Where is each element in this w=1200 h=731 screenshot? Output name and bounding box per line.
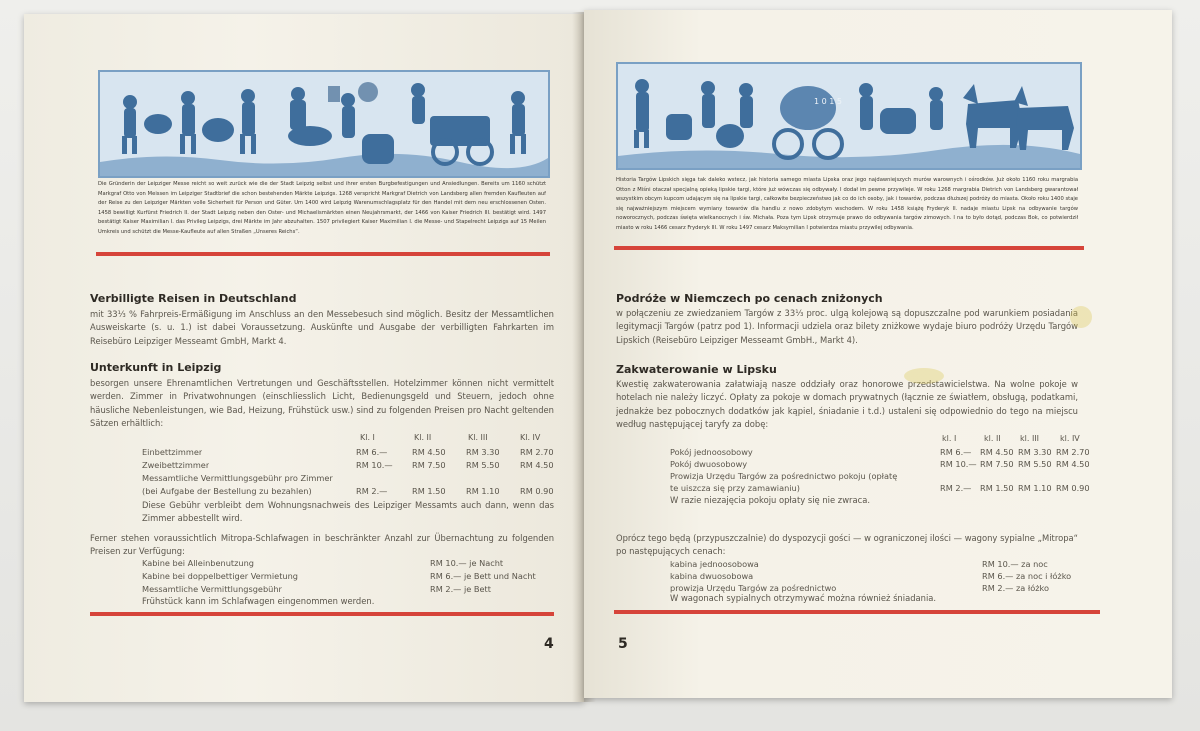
rate-label: Zweibettzimmer bbox=[142, 460, 210, 470]
heading-travel-pl: Podróże w Niemczech po cenach zniżonych bbox=[616, 292, 883, 305]
rate-row bbox=[670, 471, 1090, 481]
fee-note-pl: W razie niezajęcia pokoju opłaty się nie zwraca. bbox=[670, 495, 871, 505]
frieze-figures-left bbox=[100, 72, 548, 176]
rate-row bbox=[142, 447, 562, 457]
rate-label: (bei Aufgabe der Bestellung zu bezahlen) bbox=[142, 486, 312, 496]
class-header-1: kl. I bbox=[942, 434, 957, 443]
rate-price: RM 1.10 bbox=[466, 486, 500, 496]
rate-price: RM 2.— bbox=[356, 486, 388, 496]
left-page bbox=[24, 14, 584, 702]
red-rule-bottom-left bbox=[90, 612, 554, 616]
rate-label: Messamtliche Vermittlungsgebühr pro Zimmer bbox=[142, 473, 333, 483]
fee-note: Diese Gebühr verbleibt dem Wohnungsnachweis des Leipziger Messamts auch dann, wenn das Zimmer abbestellt wird. bbox=[142, 500, 554, 524]
page-number-right: 5 bbox=[618, 636, 628, 652]
history-caption-left: Die Gründerin der Leipziger Messe reicht so weit zurück wie die der Stadt Leipzig selbst und ihrer ersten Burgbefestigungen und Ansiedlungen. Bereits um 1160 schützt Markgraf Otto von Meissen im Leipziger Stadtbrief die schon bestehenden Märkte Leipzigs. 1268 verspricht Markgraf Dietrich von Landsberg allen fremden Kaufleuten auf der Reise zu den Leipziger Märkten volle Sicherheit für Person und Güter. Um 1400 wird Leipzig Warenumschlagsplatz für den Handel mit dem neu erschlossenen Osten. 1458 bewilligt Kurfürst Friedrich II. der Stadt Leipzig neben den Oster- und Michaelismärkten einen Neujahrsmarkt, der 1466 von Kaiser Friedrich III. bestätigt wird. 1497 bestätigt Kaiser Maximilian I. das Privileg Leipzigs, drei Märkte im Jahr abzuhalten. 1507 privilegiert Kaiser Maximilian I. die Messe- und Stapelrecht Leipzigs auf 15 Meilen Umkreis und schützt die Messe-Kaufleute auf allen Straßen „Unseres Reichs“. bbox=[98, 181, 546, 235]
heading-accommodation: Unterkunft in Leipzig bbox=[90, 361, 222, 374]
page-number-left: 4 bbox=[544, 636, 554, 652]
heading-travel: Verbilligte Reisen in Deutschland bbox=[90, 292, 297, 305]
rate-price: RM 0.90 bbox=[1056, 483, 1090, 493]
sleeper-label: prowizja Urzędu Targów za pośrednictwo bbox=[670, 583, 837, 593]
rate-row bbox=[142, 486, 562, 496]
rate-label: te uiszcza się przy zamawianiu) bbox=[670, 483, 800, 493]
class-header-3: Kl. III bbox=[468, 433, 488, 442]
rate-label: Pokój jednoosobowy bbox=[670, 447, 753, 457]
class-header-4: kl. IV bbox=[1060, 434, 1080, 443]
rate-price: RM 7.50 bbox=[980, 459, 1014, 469]
rate-price: RM 2.— bbox=[940, 483, 972, 493]
rate-price: RM 4.50 bbox=[980, 447, 1014, 457]
frieze-illustration-right bbox=[616, 62, 1082, 170]
class-header-2: kl. II bbox=[984, 434, 1001, 443]
rate-price: RM 0.90 bbox=[520, 486, 554, 496]
rate-price: RM 2.70 bbox=[520, 447, 554, 457]
heading-accommodation-pl: Zakwaterowanie w Lipsku bbox=[616, 363, 777, 376]
sleeper-row bbox=[670, 559, 1090, 569]
red-rule-top-right bbox=[614, 246, 1084, 250]
frieze-year-label: 1 0 1 5 bbox=[814, 97, 842, 106]
sleeper-label: Kabine bei Alleinbenutzung bbox=[142, 558, 255, 568]
class-header-1: Kl. I bbox=[360, 433, 375, 442]
sleeper-price: RM 2.— za łóżko bbox=[982, 583, 1049, 593]
frieze-figures-right bbox=[618, 64, 1080, 168]
rate-price: RM 6.— bbox=[356, 447, 388, 457]
sleeper-label: Kabine bei doppelbettiger Vermietung bbox=[142, 571, 298, 581]
class-header-2: Kl. II bbox=[414, 433, 432, 442]
rate-row bbox=[670, 447, 1090, 457]
breakfast-note: Frühstück kann im Schlafwagen eingenommen werden. bbox=[142, 596, 375, 606]
sleeper-price: RM 6.— za noc i łóżko bbox=[982, 571, 1072, 581]
red-rule-top-left bbox=[96, 252, 550, 256]
paper-stain bbox=[904, 368, 944, 384]
sleeper-row bbox=[142, 558, 562, 568]
sleeper-intro-pl: Oprócz tego będą (przypuszczalnie) do dyspozycji gości — w ograniczonej ilości — wagony sypialne „Mitropa“ po następujących cenach: bbox=[616, 533, 1078, 557]
travel-paragraph-pl: w połączeniu ze zwiedzaniem Targów z 33⅓ proc. ulgą kolejową są dopuszczalne pod warunkiem posiadania legitymacji Targów (patrz pod 1). Informacji udziela oraz bilety zniżkowe wydaje biuro podróży Urzędu Targów Lipskich (Reisebüro Leipziger Messeamt GmbH., Markt 4). bbox=[616, 308, 1078, 345]
rate-label: Einbettzimmer bbox=[142, 447, 203, 457]
breakfast-note-pl: W wagonach sypialnych otrzymywać można również śniadania. bbox=[670, 593, 937, 603]
rate-label: Prowizja Urzędu Targów za pośrednictwo pokoju (opłatę bbox=[670, 471, 898, 481]
sleeper-label: kabina jednoosobowa bbox=[670, 559, 759, 569]
sleeper-price: RM 2.— je Bett bbox=[430, 584, 491, 594]
rate-price: RM 3.30 bbox=[1018, 447, 1052, 457]
sleeper-row bbox=[142, 571, 562, 581]
rate-price: RM 10.— bbox=[356, 460, 393, 470]
class-header-4: Kl. IV bbox=[520, 433, 541, 442]
rate-price: RM 1.10 bbox=[1018, 483, 1052, 493]
rate-price: RM 5.50 bbox=[466, 460, 500, 470]
sleeper-row bbox=[670, 571, 1090, 581]
rate-price: RM 4.50 bbox=[520, 460, 554, 470]
rate-price: RM 5.50 bbox=[1018, 459, 1052, 469]
accommodation-paragraph: besorgen unsere Ehrenamtlichen Vertretungen und Geschäftsstellen. Hotelzimmer können nicht vermittelt werden. Zimmer in Privatwohnungen (einschliesslich Licht, Bedienungsgeld und Steuern, jedoch ohne häusliche Nebenleistungen, wie Bad, Heizung, Frühstück usw.) sind zu folgenden Preisen pro Nacht geltenden Sätzen erhältlich: bbox=[90, 378, 554, 429]
frieze-illustration-left bbox=[98, 70, 550, 178]
history-caption-right: Historia Targów Lipskich sięga tak daleko wstecz, jak historia samego miasta Lipska oraz jego najdawniejszych murów warownych i ośrodków. Już około 1160 roku margrabia Otton z Miśni otaczał specjalną opieką lipskie targi, które już wówczas się odbywały. I dodał im pewne przywileje. W roku 1268 margrabia Dietrich von Landsberg gwarantował wszystkim obcym kupcom udającym się na lipskie targi, całkowite bezpieczeństwo jak co do ich osoby, jak i towarów, podczas dłuższej podróży do miasta. Około roku 1400 staje się najważniejszym miejscem wymiany towarów dla handlu z nowo zdobytym wschodem. W roku 1458 książę Fryderyk II. nadaje miastu Lipsk na odbywanie targów noworocznych, podczas święta wielkanocnych i św. Michała. Poza tym Lipsk otrzymuje prawo do odbywania targów zimowych. I na to było dotąd, podczas Bok, co potwierdził miasto w roku 1466 cesarz Fryderyk III. W roku 1497 cesarz Maksymilian I potwierdza miastu przywilej odbywania. bbox=[616, 177, 1078, 231]
travel-paragraph: mit 33⅓ % Fahrpreis-Ermäßigung im Anschluss an den Messebesuch sind möglich. Besitz der Messamtlichen Ausweiskarte (s. u. 1.) ist dabei Voraussetzung. Auskünfte und Ausgabe der verbilligten Fahrkarten im Reisebüro Leipziger Messeamt GmbH, Markt 4. bbox=[90, 309, 554, 346]
rate-row bbox=[142, 473, 562, 483]
red-rule-bottom-right bbox=[614, 610, 1100, 614]
rate-price: RM 4.50 bbox=[1056, 459, 1090, 469]
rate-row bbox=[142, 460, 562, 470]
rate-row bbox=[670, 483, 1090, 493]
rate-price: RM 3.30 bbox=[466, 447, 500, 457]
sleeper-price: RM 10.— je Nacht bbox=[430, 558, 504, 568]
rate-price: RM 1.50 bbox=[980, 483, 1014, 493]
rate-price: RM 6.— bbox=[940, 447, 972, 457]
rate-price: RM 7.50 bbox=[412, 460, 446, 470]
sleeper-intro: Ferner stehen voraussichtlich Mitropa-Schlafwagen in beschränkter Anzahl zur Übernachtung zu folgenden Preisen zur Verfügung: bbox=[90, 533, 554, 557]
rate-price: RM 4.50 bbox=[412, 447, 446, 457]
rate-price: RM 10.— bbox=[940, 459, 977, 469]
right-page bbox=[584, 10, 1172, 698]
rate-label: Pokój dwuosobowy bbox=[670, 459, 748, 469]
class-header-3: kl. III bbox=[1020, 434, 1040, 443]
sleeper-row bbox=[142, 584, 562, 594]
paper-stain bbox=[1070, 306, 1092, 328]
sleeper-price: RM 10.— za noc bbox=[982, 559, 1048, 569]
sleeper-label: kabina dwuosobowa bbox=[670, 571, 754, 581]
sleeper-price: RM 6.— je Bett und Nacht bbox=[430, 571, 536, 581]
sleeper-label: Messamtliche Vermittlungsgebühr bbox=[142, 584, 282, 594]
accommodation-paragraph-pl: Kwestię zakwaterowania załatwiają nasze oddziały oraz honorowe przedstawicielstwa. Na wolne pokoje w hotelach nie należy liczyć. Opłaty za pokoje w domach prywatnych (łącznie ze światłem, obsługą, podatkami, jednakże bez pobocznych dodatków jak kąpiel, śniadanie i t.d.) ustaleni się odpowiednio do tego na miejscu według następującej taryfy za dobę: bbox=[616, 379, 1078, 430]
rate-price: RM 1.50 bbox=[412, 486, 446, 496]
rate-price: RM 2.70 bbox=[1056, 447, 1090, 457]
rate-row bbox=[670, 459, 1090, 469]
